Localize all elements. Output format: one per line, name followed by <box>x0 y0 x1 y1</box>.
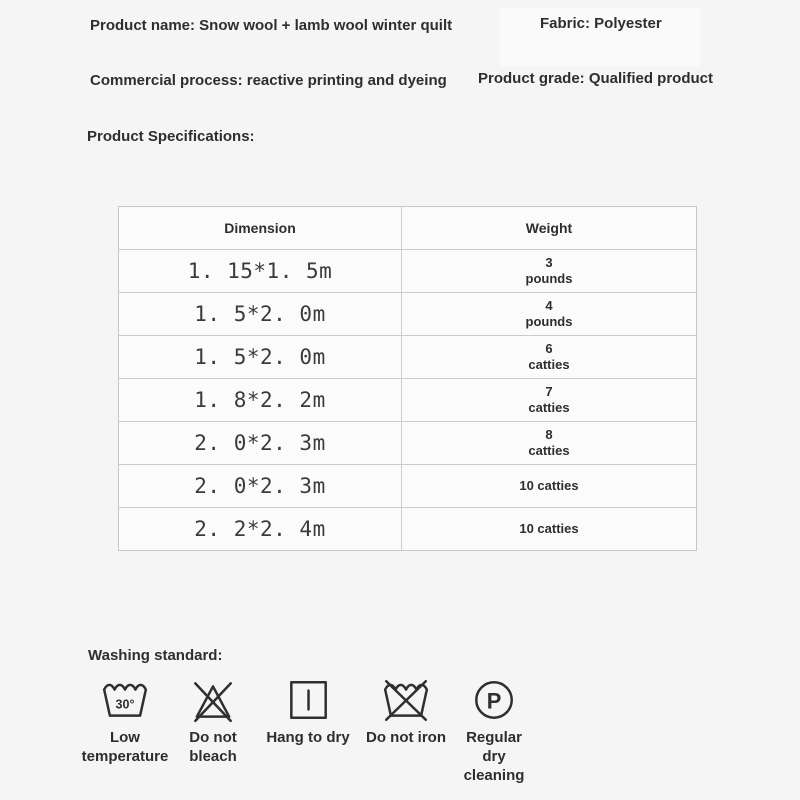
weight-value: 8 <box>545 427 553 442</box>
spec-table <box>118 206 697 551</box>
washing-standard-title: Washing standard: <box>88 647 223 664</box>
specs-title: Product Specifications: <box>87 128 255 145</box>
table-row <box>119 335 696 378</box>
column-header-weight: Weight <box>401 207 696 249</box>
weight-unit: catties <box>528 357 570 372</box>
weight-value: 7 <box>545 384 553 399</box>
care-symbol-label: Low temperature <box>81 729 169 765</box>
care-symbol-dry-cleaning <box>438 676 550 785</box>
dimension-cell: 1. 5*2. 0m <box>194 302 326 326</box>
dimension-cell: 2. 0*2. 3m <box>194 431 326 455</box>
weight-unit: catties <box>528 443 570 458</box>
weight-unit: catties <box>528 400 570 415</box>
weight-value: 4 <box>545 298 553 313</box>
do-not-iron-icon <box>381 676 431 724</box>
column-header-dimension: Dimension <box>224 220 296 236</box>
weight-cell <box>401 379 696 421</box>
weight-cell <box>401 508 696 550</box>
weight-cell <box>401 422 696 464</box>
wash-low-temperature-icon <box>100 676 150 724</box>
dimension-cell: 1. 15*1. 5m <box>187 259 333 283</box>
weight-unit: pounds <box>525 314 573 329</box>
care-symbol-label: Hang to dry <box>266 729 350 746</box>
weight-cell <box>401 293 696 335</box>
weight-value: 10 catties <box>519 478 579 493</box>
care-symbol-hang-to-dry <box>252 676 364 747</box>
table-row <box>119 249 696 292</box>
do-not-bleach-icon <box>188 676 238 724</box>
table-row <box>119 421 696 464</box>
fabric-label: Fabric: Polyester <box>540 15 662 32</box>
process-label: Commercial process: reactive printing and dyeing <box>90 72 447 89</box>
care-symbol-label: Do not iron <box>366 729 446 746</box>
dry-cleaning-letter: P <box>486 688 502 714</box>
grade-label: Product grade: Qualified product <box>478 70 714 87</box>
care-symbol-label: Regular dry cleaning <box>463 729 525 784</box>
weight-cell <box>401 465 696 507</box>
hang-to-dry-icon <box>283 676 333 724</box>
table-row <box>119 378 696 421</box>
weight-value: 6 <box>545 341 553 356</box>
table-row <box>119 464 696 507</box>
weight-value: 10 catties <box>519 521 579 536</box>
weight-value: 3 <box>545 255 553 270</box>
table-row <box>119 292 696 335</box>
wash-temperature-text: 30° <box>115 697 135 712</box>
dimension-cell: 2. 0*2. 3m <box>194 474 326 498</box>
table-header-row <box>119 207 696 249</box>
product-name-label: Product name: Snow wool + lamb wool winter quilt <box>90 17 453 34</box>
weight-unit: pounds <box>525 271 573 286</box>
dry-cleaning-p-icon <box>469 676 519 724</box>
weight-cell <box>401 250 696 292</box>
table-row <box>119 507 696 550</box>
care-symbol-label: Do not bleach <box>189 729 237 765</box>
dimension-cell: 1. 8*2. 2m <box>194 388 326 412</box>
weight-cell <box>401 336 696 378</box>
dimension-cell: 1. 5*2. 0m <box>194 345 326 369</box>
dimension-cell: 2. 2*2. 4m <box>194 517 326 541</box>
